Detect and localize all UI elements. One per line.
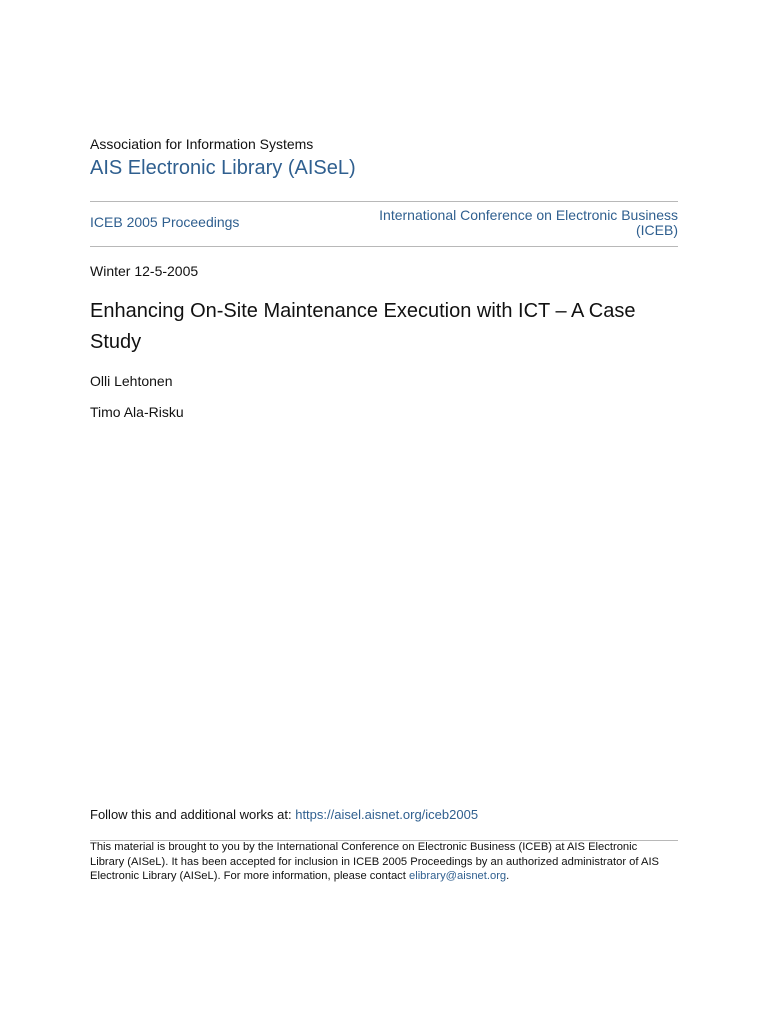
conference-link-line1: International Conference on Electronic Business (379, 207, 678, 223)
author-name: Olli Lehtonen (90, 373, 173, 389)
follow-link[interactable]: https://aisel.aisnet.org/iceb2005 (295, 807, 479, 822)
divider-middle (90, 246, 678, 247)
follow-line (90, 807, 478, 822)
notice-line-2: Library (AISeL). It has been accepted for inclusion in ICEB 2005 Proceedings by an authorized administrator of AIS (90, 855, 660, 868)
notice-line-1: This material is brought to you by the International Conference on Electronic Business (ICEB) at AIS Electronic (90, 841, 638, 853)
contact-email-link[interactable]: elibrary@aisnet.org (408, 870, 507, 883)
author-name: Timo Ala-Risku (90, 404, 184, 420)
proceedings-link[interactable]: ICEB 2005 Proceedings (90, 214, 240, 230)
library-link[interactable]: AIS Electronic Library (AISeL) (90, 157, 356, 179)
notice-period: . (506, 870, 510, 883)
conference-link-line2: (ICEB) (636, 222, 678, 238)
copyright-notice (90, 840, 678, 884)
divider-top (90, 201, 678, 202)
notice-line-3: Electronic Library (AISeL). For more information, please contact (90, 870, 409, 883)
paper-title: Enhancing On-Site Maintenance Execution with ICT – A Case Study (90, 300, 636, 353)
publication-date: Winter 12-5-2005 (90, 263, 199, 279)
cover-page (90, 0, 678, 1024)
follow-text: Follow this and additional works at: (90, 807, 296, 822)
organization-name: Association for Information Systems (90, 136, 314, 152)
conference-link[interactable] (358, 208, 678, 238)
